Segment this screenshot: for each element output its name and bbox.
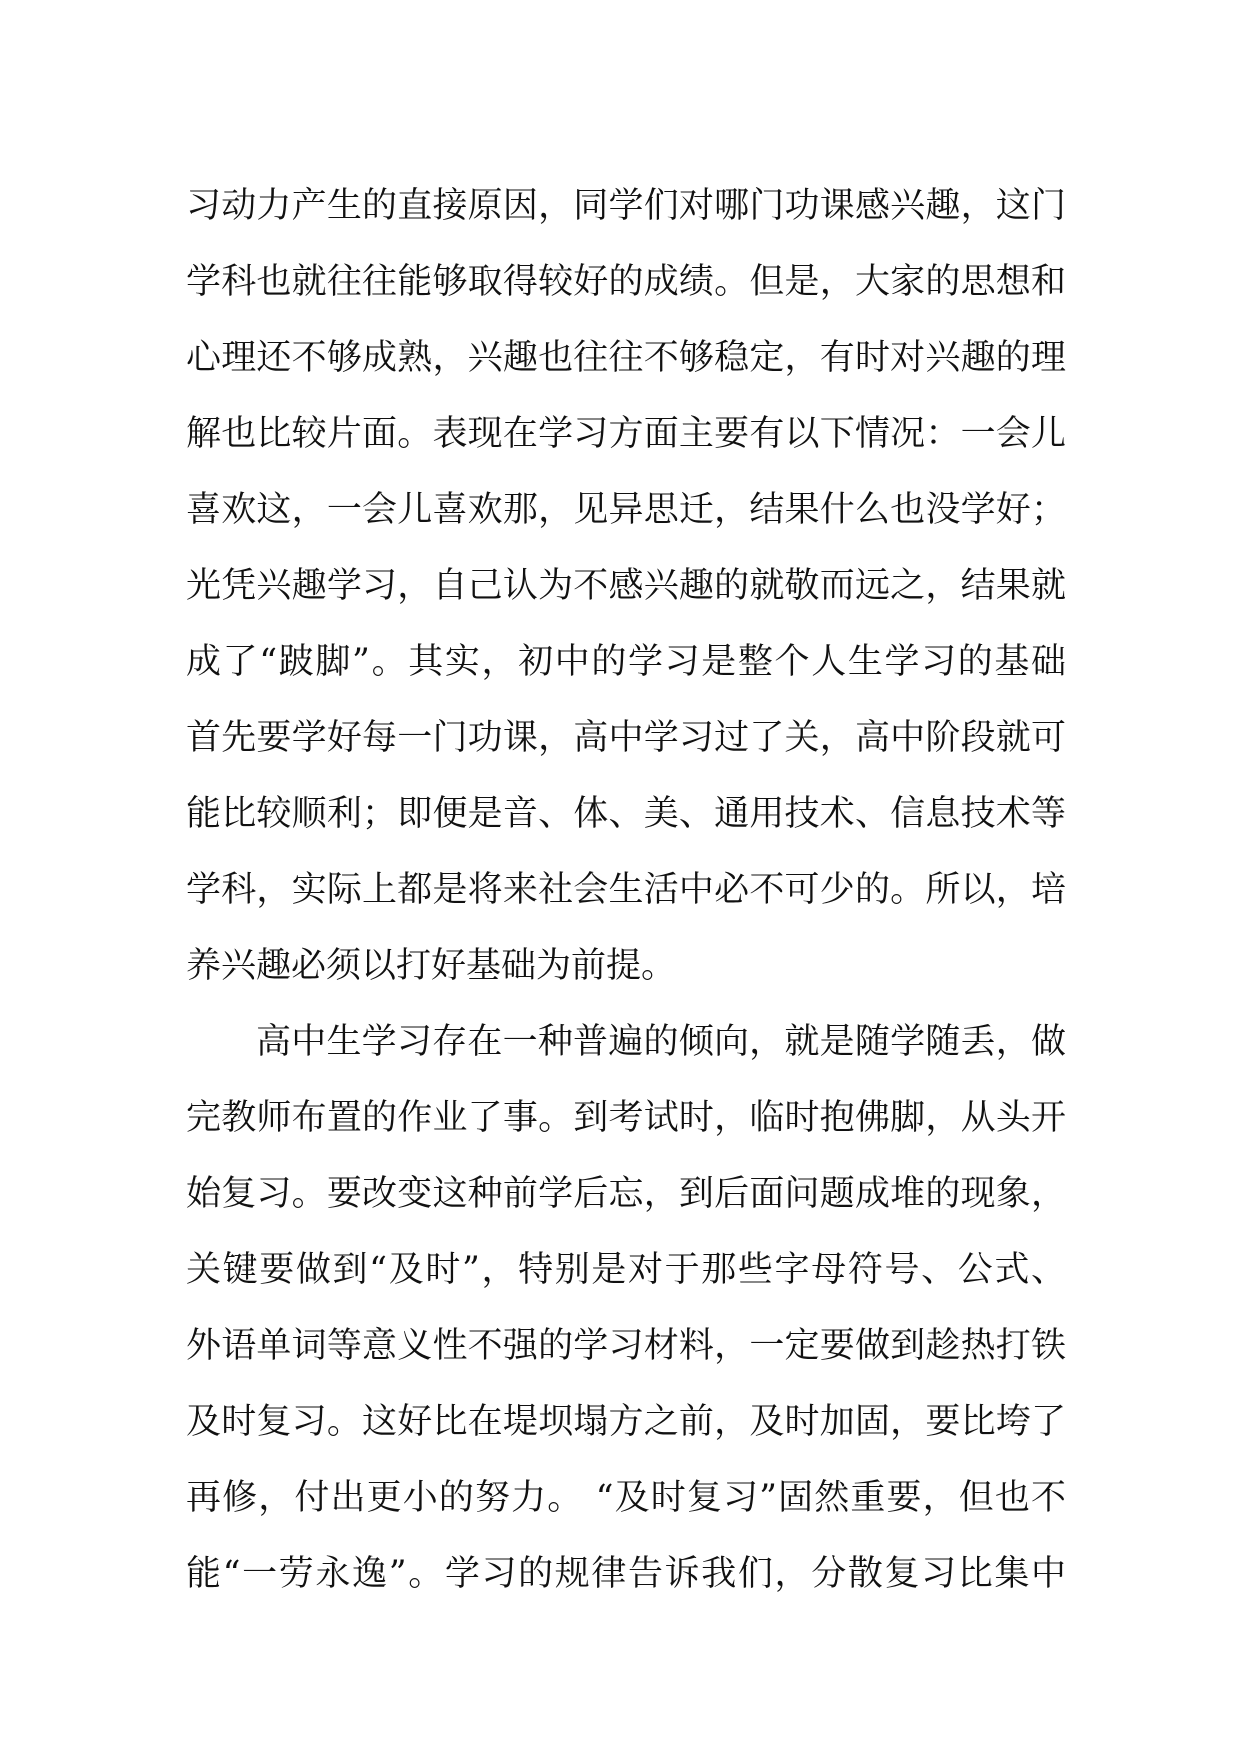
text-line: 解也比较片面。表现在学习方面主要有以下情况：一会儿: [186, 414, 1066, 454]
text-line: 及时复习。这好比在堤坝塌方之前，及时加固，要比垮了: [186, 1402, 1066, 1442]
text-line: 外语单词等意义性不强的学习材料，一定要做到趁热打铁: [186, 1326, 1066, 1366]
text-line: 喜欢这，一会儿喜欢那，见异思迁，结果什么也没学好；: [186, 490, 1066, 530]
text-line: 能比较顺利；即便是音、体、美、通用技术、信息技术等: [186, 794, 1066, 834]
text-line: 学科，实际上都是将来社会生活中必不可少的。所以，培: [186, 870, 1066, 910]
paragraph-start-line: 高中生学习存在一种普遍的倾向，就是随学随丢，做: [256, 1022, 1066, 1062]
body-text: [186, 168, 1066, 1612]
text-line: 光凭兴趣学习，自己认为不感兴趣的就敬而远之，结果就: [186, 566, 1066, 606]
text-line: 习动力产生的直接原因，同学们对哪门功课感兴趣，这门: [186, 186, 1066, 226]
text-line: 首先要学好每一门功课，高中学习过了关，高中阶段就可: [186, 718, 1066, 758]
text-line: 成了“跛脚”。其实，初中的学习是整个人生学习的基础: [186, 642, 1066, 682]
text-line: 关键要做到“及时”，特别是对于那些字母符号、公式、: [186, 1250, 1066, 1290]
text-line: 再修，付出更小的努力。 “及时复习”固然重要，但也不: [186, 1478, 1066, 1518]
text-line: 学科也就往往能够取得较好的成绩。但是，大家的思想和: [186, 262, 1066, 302]
paragraph-end-line: 养兴趣必须以打好基础为前提。: [186, 946, 677, 986]
text-line: 始复习。要改变这种前学后忘，到后面问题成堆的现象，: [186, 1174, 1066, 1214]
text-line: 心理还不够成熟，兴趣也往往不够稳定，有时对兴趣的理: [186, 338, 1066, 378]
text-line: 能“一劳永逸”。学习的规律告诉我们，分散复习比集中: [186, 1554, 1066, 1594]
text-line: 完教师布置的作业了事。到考试时，临时抱佛脚，从头开: [186, 1098, 1066, 1138]
